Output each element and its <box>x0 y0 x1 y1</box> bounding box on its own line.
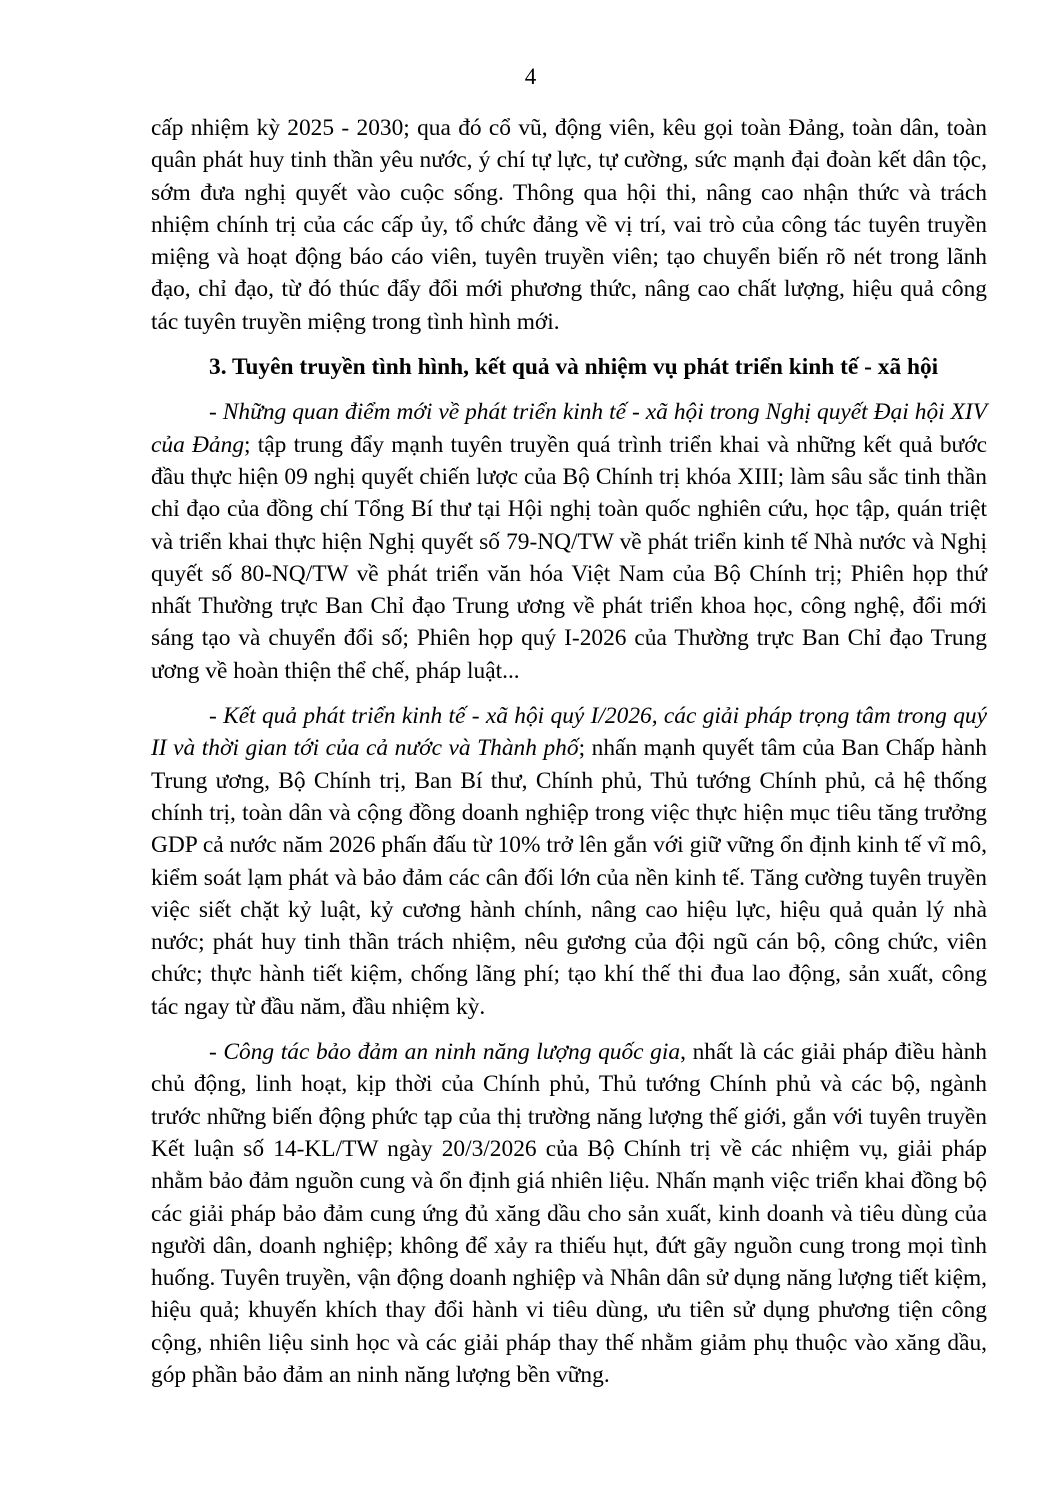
paragraph-italic-lead: - Kết quả phát triển kinh tế - xã hội quý I/2026, các giải pháp trọng tâm trong quý II và thời gian tới của cả nước và Thành phố <box>151 703 987 762</box>
paragraph-q1-results <box>151 700 987 1023</box>
paragraph-text: cấp nhiệm kỳ 2025 - 2030; qua đó cổ vũ, động viên, kêu gọi toàn Đảng, toàn dân, toàn quân phát huy tinh thần yêu nước, ý chí tự lực, tự cường, sức mạnh đại đoàn kết dân tộc, sớm đưa nghị quyết vào cuộc sống. Thông qua hội thi, nâng cao nhận thức và trách nhiệm chính trị của các cấp ủy, tổ chức đảng về vị trí, vai trò của công tác tuyên truyền miệng và hoạt động báo cáo viên, tuyên truyền viên; tạo chuyển biến rõ nét trong lãnh đạo, chỉ đạo, từ đó thúc đẩy đổi mới phương thức, nâng cao chất lượng, hiệu quả công tác tuyên truyền miệng trong tình hình mới. <box>151 115 987 335</box>
paragraph-text: ; tập trung đẩy mạnh tuyên truyền quá trình triển khai và những kết quả bước đầu thực hiện 09 nghị quyết chiến lược của Bộ Chính trị khóa XIII; làm sâu sắc tinh thần chỉ đạo của đồng chí Tổng Bí thư tại Hội nghị toàn quốc nghiên cứu, học tập, quán triệt và triển khai thực hiện Nghị quyết số 79-NQ/TW về phát triển kinh tế Nhà nước và Nghị quyết số 80-NQ/TW về phát triển văn hóa Việt Nam của Bộ Chính trị; Phiên họp thứ nhất Thường trực Ban Chỉ đạo Trung ương về phát triển khoa học, công nghệ, đổi mới sáng tạo và chuyển đổi số; Phiên họp quý I-2026 của Thường trực Ban Chỉ đạo Trung ương về hoàn thiện thể chế, pháp luật... <box>151 431 987 684</box>
paragraph-text: , nhất là các giải pháp điều hành chủ động, linh hoạt, kịp thời của Chính phủ, Thủ tướng Chính phủ và các bộ, ngành trước những biến động phức tạp của thị trường năng lượng thế giới, gắn với tuyên truyền Kết luận số 14-KL/TW ngày 20/3/2026 của Bộ Chính trị về các nhiệm vụ, giải pháp nhằm bảo đảm nguồn cung và ổn định giá nhiên liệu. Nhấn mạnh việc triển khai đồng bộ các giải pháp bảo đảm cung ứng đủ xăng dầu cho sản xuất, kinh doanh và tiêu dùng của người dân, doanh nghiệp; không để xảy ra thiếu hụt, đứt gãy nguồn cung trong mọi tình huống. Tuyên truyền, vận động doanh nghiệp và Nhân dân sử dụng năng lượng tiết kiệm, hiệu quả; khuyến khích thay đổi hành vi tiêu dùng, ưu tiên sử dụng phương tiện công cộng, nhiên liệu sinh học và các giải pháp thay thế nhằm giảm phụ thuộc vào xăng dầu, góp phần bảo đảm an ninh năng lượng bền vững. <box>151 1039 987 1388</box>
document-body <box>151 112 987 1404</box>
section-heading <box>151 351 987 383</box>
paragraph-italic-lead: - Công tác bảo đảm an ninh năng lượng quốc gia <box>209 1039 681 1066</box>
paragraph-italic-lead: - Những quan điểm mới về phát triển kinh tế - xã hội trong Nghị quyết Đại hội XIV của Đảng <box>151 399 987 458</box>
paragraph-intro-continuation <box>151 112 987 338</box>
section-heading-text: 3. Tuyên truyền tình hình, kết quả và nhiệm vụ phát triển kinh tế - xã hội <box>209 354 939 381</box>
paragraph-new-viewpoints <box>151 396 987 687</box>
page-number: 4 <box>524 64 537 89</box>
paragraph-text: ; nhấn mạnh quyết tâm của Ban Chấp hành Trung ương, Bộ Chính trị, Ban Bí thư, Chính phủ, Thủ tướng Chính phủ, cả hệ thống chính trị, toàn dân và cộng đồng doanh nghiệp trong việc thực hiện mục tiêu tăng trưởng GDP cả nước năm 2026 phấn đấu từ 10% trở lên gắn với giữ vững ổn định kinh tế vĩ mô, kiểm soát lạm phát và bảo đảm các cân đối lớn của nền kinh tế. Tăng cường tuyên truyền việc siết chặt kỷ luật, kỷ cương hành chính, nâng cao hiệu lực, hiệu quả quản lý nhà nước; phát huy tinh thần trách nhiệm, nêu gương của đội ngũ cán bộ, công chức, viên chức; thực hành tiết kiệm, chống lãng phí; tạo khí thế thi đua lao động, sản xuất, công tác ngay từ đầu năm, đầu nhiệm kỳ. <box>151 735 987 1020</box>
paragraph-energy-security <box>151 1036 987 1391</box>
